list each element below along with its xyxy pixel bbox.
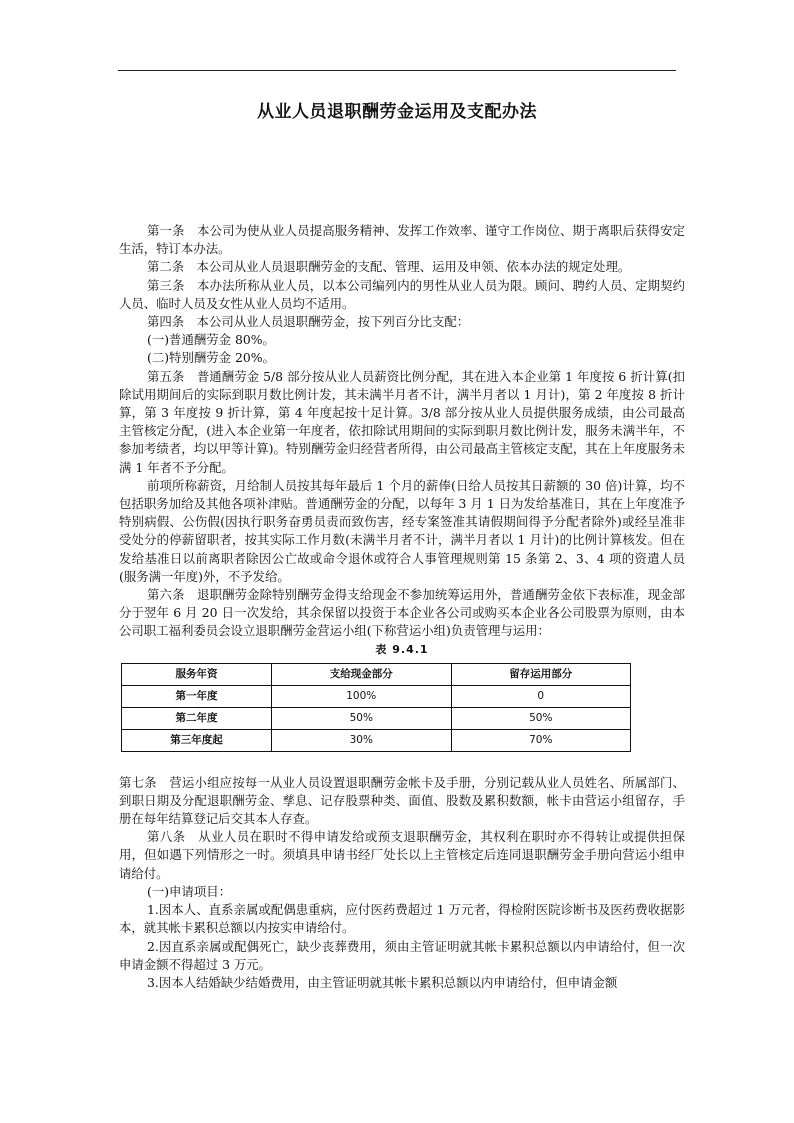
distribution-table — [121, 663, 631, 752]
table-caption: 表 9.4.1 — [375, 642, 429, 656]
table-header-cell: 服务年资 — [122, 663, 272, 685]
table-cell: 70% — [451, 729, 631, 751]
table-cell: 50% — [272, 707, 451, 729]
table-cell: 0 — [451, 685, 631, 707]
article-8-item-3: 3.因本人结婚缺少结婚费用，由主管证明就其帐卡累积总额以内申请给付，但申请金额 — [147, 974, 618, 990]
document-body — [119, 222, 685, 992]
article-8-heading: (一)申请项目： — [147, 883, 232, 899]
document-title: 从业人员退职酬劳金运用及支配办法 — [257, 102, 537, 122]
article-8-item-1: 1.因本人、直系亲属或配偶患重病，应付医药费超过 1 万元者，得检附医院诊断书及医药费收据影本，就其帐卡累积总额以内按实申请给付。 — [119, 902, 685, 936]
table-cell: 50% — [451, 707, 631, 729]
article-1: 第一条 本公司为使从业人员提高服务精神、发挥工作效率、谨守工作岗位、期于离职后获得安定生活，特订本办法。 — [119, 223, 685, 257]
table-header-row — [122, 663, 631, 685]
article-4-item-1: (一)普通酬劳金 80%。 — [147, 332, 275, 348]
table-cell: 第二年度 — [122, 707, 272, 729]
article-8: 第八条 从业人员在职时不得申请发给或预支退职酬劳金，其权利在职时亦不得转让或提供担保用，但如遇下列情形之一时。须填具申请书经厂处长以上主管核定后连同退职酬劳金手册向营运小组申请给付。 — [119, 829, 685, 881]
article-5: 第五条 普通酬劳金 5/8 部分按从业人员薪资比例分配，其在进入本企业第 1 年度按 6 折计算(扣除试用期间后的实际到职月数比例计发，其未满半月者不计，满半月者以 1 月计)，第 2 年度按 8 折计算，第 3 年度按 9 折计算，第 4 年度起按十足计算。3/8 部分按从业人员提供服务成绩，由公司最高主管核定分配，(进入本企业第一年度者，依扣除试用期间的实际到职月数比例计发，服务未满半年，不参加考绩者，均以甲等计算)。特别酬劳金归经营者所得，由公司最高主管核定支配，其在上年度服务未满 1 年者不予分配。 — [119, 368, 685, 475]
table-cell: 100% — [272, 685, 451, 707]
table-cell: 第三年度起 — [122, 729, 272, 751]
article-6: 第六条 退职酬劳金除特别酬劳金得支给现金不参加统筹运用外，普通酬劳金依下表标准，现金部分于翌年 6 月 20 日一次发给，其余保留以投资于本企业各公司或购买本企业各公司股票为原则，由本公司职工福利委员会设立退职酬劳金营运小组(下称营运小组)负责管理与运用： — [119, 587, 685, 639]
article-4-item-2: (二)特别酬劳金 20%。 — [147, 350, 275, 366]
article-2: 第二条 本公司从业人员退职酬劳金的支配、管理、运用及申领、依本办法的规定处理。 — [147, 259, 631, 275]
table-header-cell: 支给现金部分 — [272, 663, 451, 685]
header-rule — [118, 70, 676, 71]
table-row — [122, 707, 631, 729]
table-row — [122, 729, 631, 751]
article-8-item-2: 2.因直系亲属或配偶死亡，缺少丧葬费用，须由主管证明就其帐卡累积总额以内申请给付，但一次申请金额不得超过 3 万元。 — [119, 938, 685, 972]
table-cell: 第一年度 — [122, 685, 272, 707]
table-cell: 30% — [272, 729, 451, 751]
spacer — [119, 752, 685, 774]
table-row — [122, 685, 631, 707]
article-5-paragraph-2: 前项所称薪资，月给制人员按其每年最后 1 个月的薪俸(日给人员按其日薪额的 30 倍)计算，均不包括职务加给及其他各项补津贴。普通酬劳金的分配，以每年 3 月 1 日为发给基准日，其在上年度准予特别病假、公伤假(因执行职务奋勇员责而致伤害，经专案签准其请假期间得予分配者除外)或经呈准非受处分的停薪留职者，按其实际工作月数(未满半月者不计，满半月者以 1 月计)的比例计算核发。但在发给基准日以前离职者除因公亡故或命令退休或符合人事管理规则第 15 条第 2、3、4 项的资遣人员(服务满一年度)外，不予发给。 — [119, 477, 685, 584]
article-3: 第三条 本办法所称从业人员，以本公司编列内的男性从业人员为限。顾问、聘约人员、定期契约人员、临时人员及女性从业人员均不适用。 — [119, 277, 685, 311]
article-4: 第四条 本公司从业人员退职酬劳金，按下列百分比支配： — [147, 314, 470, 330]
table-header-cell: 留存运用部分 — [451, 663, 631, 685]
article-7: 第七条 营运小组应按每一从业人员设置退职酬劳金帐卡及手册，分别记载从业人员姓名、所属部门、到职日期及分配退职酬劳金、孳息、记存股票种类、面值、股数及累积数额，帐卡由营运小组留存，手册在每年结算登记后交其本人存查。 — [119, 774, 685, 827]
